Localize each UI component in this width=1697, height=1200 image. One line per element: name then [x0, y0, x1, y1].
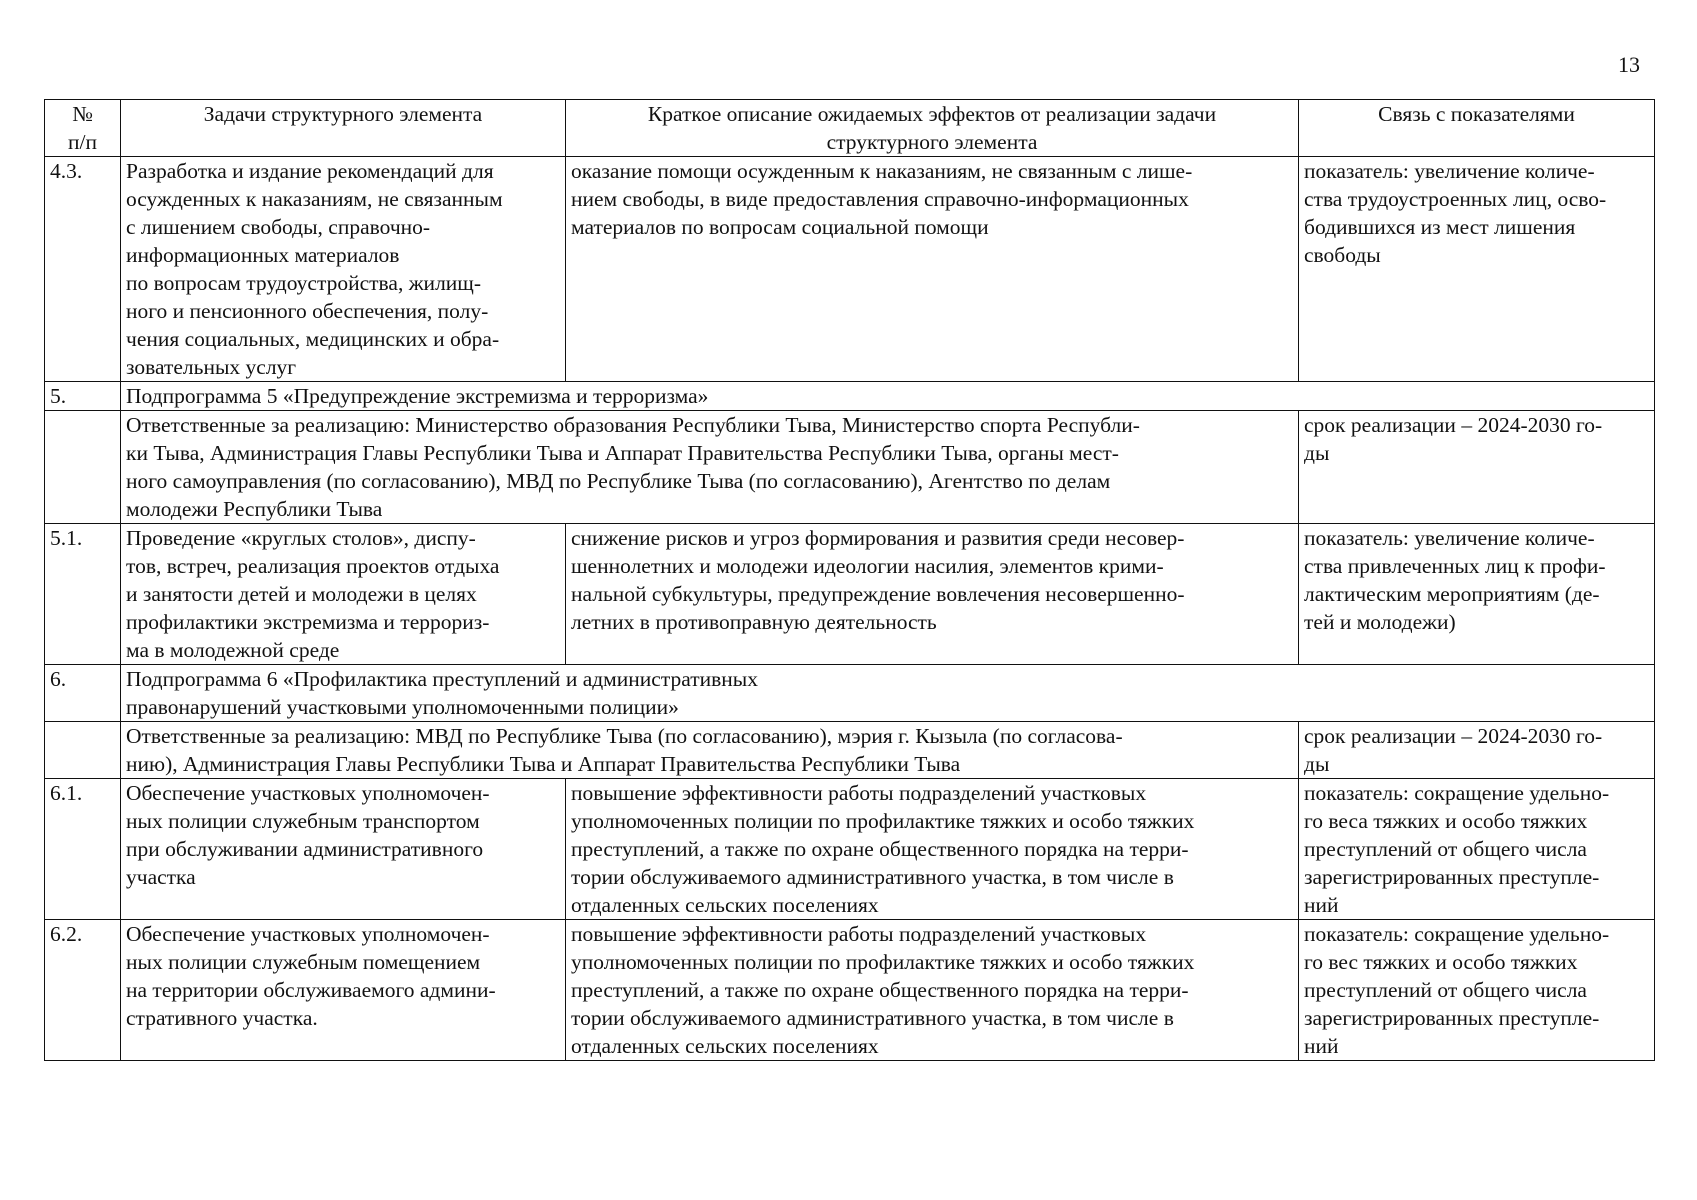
row-num: 5.1. — [45, 524, 121, 665]
header-num: № п/п — [45, 100, 121, 157]
row-task: Обеспечение участковых уполномочен- ных полиции служебным транспортом при обслуживании административного участка — [121, 779, 566, 920]
row-link: показатель: увеличение количе- ства привлеченных лиц к профи- лактическим мероприятиям (де- тей и молодежи) — [1299, 524, 1655, 665]
row-effect: оказание помощи осужденным к наказаниям, не связанным с лише- нием свободы, в виде предоставления справочно-информационных материалов по вопросам социальной помощи — [566, 157, 1299, 382]
row-term: срок реализации – 2024-2030 го- ды — [1299, 722, 1655, 779]
header-link: Связь с показателями — [1299, 100, 1655, 157]
row-task: Проведение «круглых столов», диспу- тов, встреч, реализация проектов отдыха и занятости детей и молодежи в целях профилактики экстремизма и террориз- ма в молодежной среде — [121, 524, 566, 665]
row-num: 6.1. — [45, 779, 121, 920]
row-link: показатель: сокращение удельно- го веса тяжких и особо тяжких преступлений от общего числа зарегистрированных преступле- ний — [1299, 779, 1655, 920]
table-header-row — [45, 100, 1655, 157]
table-row — [45, 920, 1655, 1061]
page-number: 13 — [1618, 52, 1640, 77]
row-num: 6.2. — [45, 920, 121, 1061]
header-effects: Краткое описание ожидаемых эффектов от реализации задачи структурного элемента — [566, 100, 1299, 157]
row-effect: повышение эффективности работы подразделений участковых уполномоченных полиции по профилактике тяжких и особо тяжких преступлений, а также по охране общественного порядка на терри- тории обслуживаемого административного участка, в том числе в отдаленных сельских поселениях — [566, 779, 1299, 920]
section-row — [45, 665, 1655, 722]
row-task: Разработка и издание рекомендаций для осужденных к наказаниям, не связанным с лишением свободы, справочно- информационных материалов по вопросам трудоустройства, жилищ- ного и пенсионного обеспечения, полу- чения социальных, медицинских и обра- зовательных услуг — [121, 157, 566, 382]
row-num-empty — [45, 722, 121, 779]
table-row — [45, 524, 1655, 665]
section-title: Подпрограмма 5 «Предупреждение экстремизма и терроризма» — [121, 382, 1655, 411]
tasks-table — [44, 99, 1655, 1061]
table-row — [45, 779, 1655, 920]
row-num: 5. — [45, 382, 121, 411]
row-term: срок реализации – 2024-2030 го- ды — [1299, 411, 1655, 524]
row-num-empty — [45, 411, 121, 524]
row-task: Обеспечение участковых уполномочен- ных полиции служебным помещением на территории обслуживаемого админи- стративного участка. — [121, 920, 566, 1061]
section-row — [45, 382, 1655, 411]
table-row — [45, 157, 1655, 382]
row-responsible: Ответственные за реализацию: Министерство образования Республики Тыва, Министерство спорта Республи- ки Тыва, Администрация Главы Республики Тыва и Аппарат Правительства Республики Тыва, органы мест- ного самоуправления (по согласованию), МВД по Республике Тыва (по согласованию), Агентство по делам молодежи Республики Тыва — [121, 411, 1299, 524]
responsible-row — [45, 722, 1655, 779]
row-link: показатель: сокращение удельно- го вес тяжких и особо тяжких преступлений от общего числа зарегистрированных преступле- ний — [1299, 920, 1655, 1061]
row-effect: снижение рисков и угроз формирования и развития среди несовер- шеннолетних и молодежи идеологии насилия, элементов крими- нальной субкультуры, предупреждение вовлечения несовершенно- летних в противоправную деятельность — [566, 524, 1299, 665]
responsible-row — [45, 411, 1655, 524]
section-title: Подпрограмма 6 «Профилактика преступлений и административных правонарушений участковыми уполномоченными полиции» — [121, 665, 1655, 722]
row-responsible: Ответственные за реализацию: МВД по Республике Тыва (по согласованию), мэрия г. Кызыла (по согласова- нию), Администрация Главы Республики Тыва и Аппарат Правительства Республики Тыва — [121, 722, 1299, 779]
row-num: 4.3. — [45, 157, 121, 382]
row-link: показатель: увеличение количе- ства трудоустроенных лиц, осво- бодившихся из мест лишения свободы — [1299, 157, 1655, 382]
header-tasks: Задачи структурного элемента — [121, 100, 566, 157]
row-num: 6. — [45, 665, 121, 722]
row-effect: повышение эффективности работы подразделений участковых уполномоченных полиции по профилактике тяжких и особо тяжких преступлений, а также по охране общественного порядка на терри- тории обслуживаемого административного участка, в том числе в отдаленных сельских поселениях — [566, 920, 1299, 1061]
